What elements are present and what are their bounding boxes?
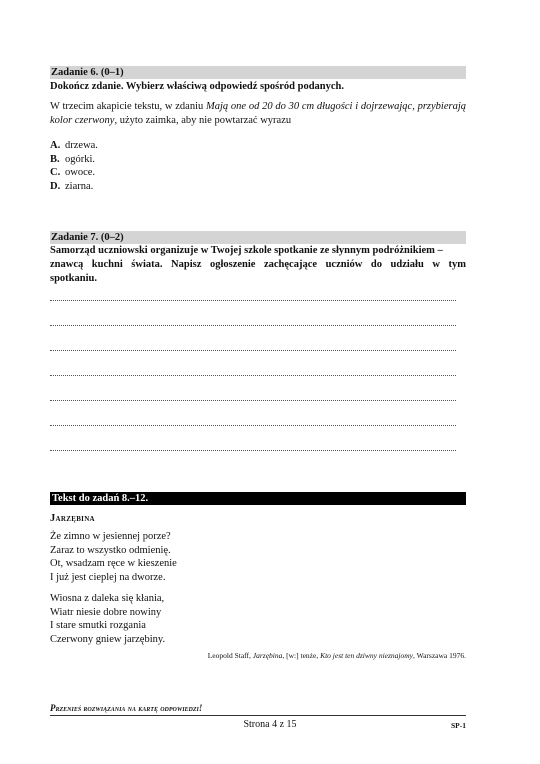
task7-instruction-line3: spotkaniu.: [50, 273, 97, 284]
poem-line: Ot, wsadzam ręce w kieszenie: [50, 558, 177, 569]
poem-line: Wiatr niesie dobre nowiny: [50, 606, 162, 618]
poem-stanza-1: [50, 530, 177, 584]
poem-line: Zaraz to wszystko odmienię.: [50, 544, 171, 556]
task7-instruction-line2: znawcą kuchni świata. Napisz ogłoszenie zachęcające uczniów do udziału w tym: [50, 259, 466, 270]
page-number: Strona 4 z 15: [243, 719, 297, 730]
task7-header: Zadanie 7. (0–2): [50, 231, 466, 244]
option-b[interactable]: [50, 153, 98, 167]
source-mid: [w:] tenże,: [284, 651, 321, 660]
exam-code: SP-1: [451, 721, 466, 730]
poem-line: I już jest cieplej na dworze.: [50, 571, 166, 583]
option-c[interactable]: [50, 166, 98, 180]
task6-instruction: Dokończ zdanie. Wybierz właściwą odpowiedź spośród podanych.: [50, 81, 345, 92]
source-title: Jarzębina,: [252, 651, 285, 660]
source-end: , Warszawa 1976.: [413, 651, 466, 660]
answer-line[interactable]: [50, 449, 456, 451]
answer-line[interactable]: [50, 424, 456, 426]
option-letter: B.: [50, 153, 60, 165]
poem-title: Jarzębina: [50, 513, 95, 524]
option-text: ogórki.: [65, 153, 96, 165]
footer-note: Przenieś rozwiązania na kartę odpowiedzi!: [50, 703, 203, 713]
task7-instruction-line1: Samorząd uczniowski organizuje w Twojej szkole spotkanie ze słynnym podróżnikiem –: [50, 245, 443, 256]
poem-source: [208, 651, 466, 660]
poem-line: Wiosna z daleka się kłania,: [50, 593, 165, 604]
poem-line: Czerwony gniew jarzębiny.: [50, 633, 166, 645]
task6-question-quote: Mają one od 20 do 30 cm długości i dojrzewając, przybierają kolor czerwony: [50, 101, 467, 126]
task6-question-part1: W trzecim akapicie tekstu, w zdaniu: [50, 101, 206, 112]
option-letter: C.: [50, 167, 61, 178]
source-author: Leopold Staff,: [207, 651, 253, 660]
answer-line[interactable]: [50, 374, 456, 376]
option-letter: A.: [50, 140, 61, 151]
option-letter: D.: [50, 180, 61, 192]
option-text: drzewa.: [65, 140, 98, 151]
source-book: Kto jest ten dziwny nieznajomy: [320, 651, 413, 660]
answer-line[interactable]: [50, 324, 456, 326]
poem-stanza-2: [50, 592, 165, 646]
option-text: ziarna.: [65, 180, 94, 192]
poem-line: Że zimno w jesiennej porze?: [50, 531, 171, 542]
option-text: owoce.: [65, 167, 96, 178]
option-a[interactable]: [50, 139, 98, 153]
task6-question-part2: , użyto zaimka, aby nie powtarzać wyrazu: [114, 115, 292, 126]
task6-question: [50, 100, 466, 128]
option-d[interactable]: [50, 180, 98, 194]
answer-line[interactable]: [50, 299, 456, 301]
poem-line: I stare smutki rozgania: [50, 620, 146, 631]
text-section-header: Tekst do zadań 8.–12.: [50, 492, 466, 505]
task6-header: Zadanie 6. (0–1): [50, 66, 466, 79]
task6-options: [50, 139, 98, 193]
footer-divider: [50, 715, 466, 716]
answer-line[interactable]: [50, 349, 456, 351]
answer-line[interactable]: [50, 399, 456, 401]
